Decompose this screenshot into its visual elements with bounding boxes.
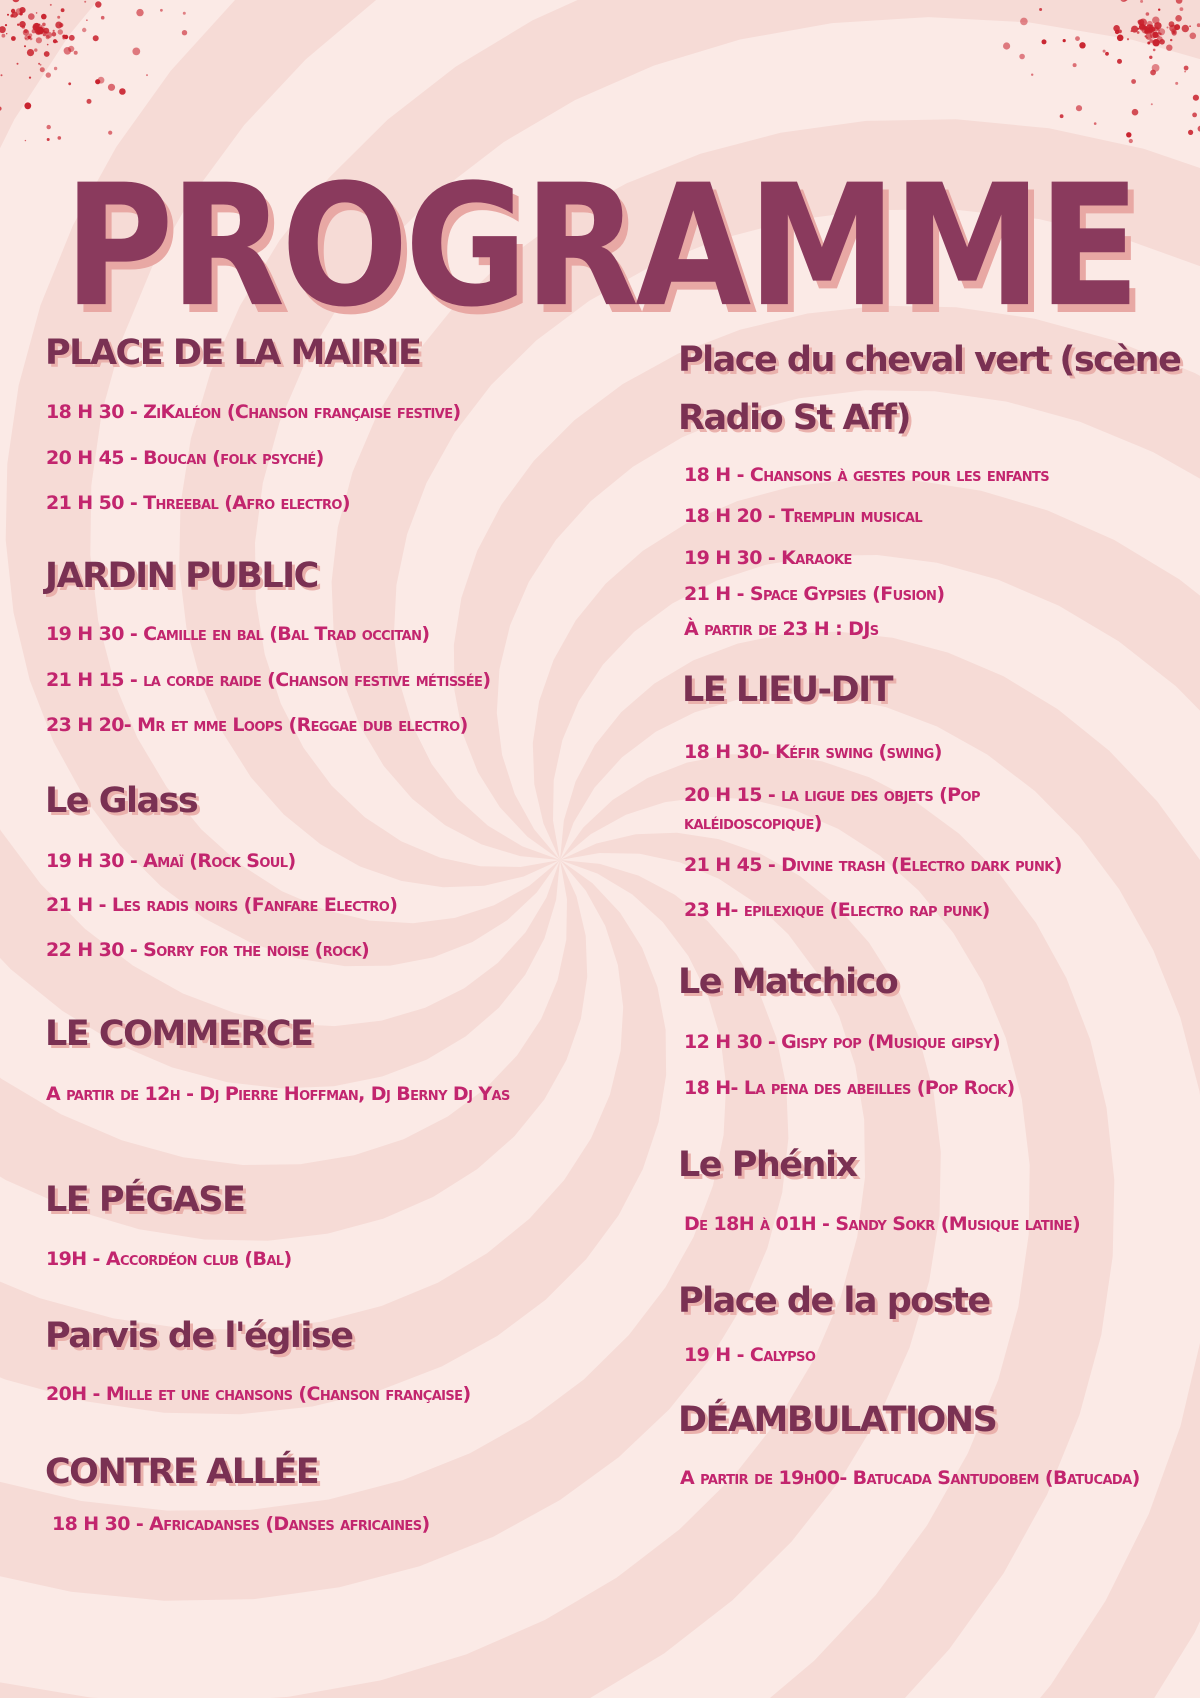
venue-heading: JARDIN PUBLIC bbox=[45, 556, 318, 596]
programme-item: 18 H - Chansons à gestes pour les enfants bbox=[684, 464, 1050, 486]
venue-heading: DÉAMBULATIONS bbox=[678, 1400, 997, 1440]
programme-item: 20H - Mille et une chansons (Chanson française) bbox=[46, 1383, 471, 1405]
programme-item: A partir de 19h00- Batucada Santudobem (Batucada) bbox=[680, 1467, 1140, 1489]
programme-item: À partir de 23 H : DJs bbox=[684, 618, 879, 640]
venue-heading: LE LIEU-DIT bbox=[682, 670, 893, 710]
programme-item: 18 H 30- Kéfir swing (swing) bbox=[684, 741, 942, 763]
venue-heading: CONTRE ALLÉE bbox=[45, 1452, 319, 1492]
programme-item: 18 H- La pena des abeilles (Pop Rock) bbox=[684, 1077, 1015, 1099]
programme-item: 21 H 15 - la corde raide (Chanson festive métissée) bbox=[46, 669, 491, 691]
programme-item: 19 H 30 - Amaï (Rock Soul) bbox=[46, 850, 296, 872]
programme-item: 21 H 45 - Divine trash (Electro dark punk) bbox=[684, 854, 1062, 876]
venue-heading: PLACE DE LA MAIRIE bbox=[45, 333, 421, 373]
programme-item: 19 H - Calypso bbox=[684, 1344, 816, 1366]
venue-heading: LE COMMERCE bbox=[45, 1014, 313, 1054]
venue-heading: LE PÉGASE bbox=[45, 1180, 245, 1220]
venue-heading: Le Phénix bbox=[678, 1145, 857, 1185]
programme-item: 20 H 15 - la ligue des objets (Pop kaléidoscopique) bbox=[684, 784, 980, 834]
programme-item: 18 H 30 - Africadanses (Danses africaines) bbox=[52, 1513, 430, 1535]
programme-item: 21 H - Les radis noirs (Fanfare Electro) bbox=[46, 894, 398, 916]
programme-item: 19H - Accordéon club (Bal) bbox=[46, 1248, 292, 1270]
programme-item: 22 H 30 - Sorry for the noise (rock) bbox=[46, 939, 370, 961]
programme-item: 19 H 30 - Camille en bal (Bal Trad occitan) bbox=[46, 623, 430, 645]
programme-item: 20 H 45 - Boucan (folk psyché) bbox=[46, 447, 324, 469]
programme-item: 21 H 50 - Threebal (Afro electro) bbox=[46, 492, 350, 514]
programme-item: De 18H à 01H - Sandy Sokr (Musique latine) bbox=[684, 1213, 1081, 1235]
programme-item: 23 H- epilexique (Electro rap punk) bbox=[684, 899, 990, 921]
venue-heading: Place de la poste bbox=[678, 1281, 990, 1321]
programme-item: 12 H 30 - Gispy pop (Musique gipsy) bbox=[684, 1031, 1001, 1053]
venue-heading: Le Glass bbox=[45, 781, 198, 821]
programme-item: 18 H 20 - Tremplin musical bbox=[684, 505, 923, 527]
poster-title: PROGRAMME bbox=[63, 149, 1137, 344]
venue-heading: Place du cheval vert (scène Radio St Aff) bbox=[678, 340, 1181, 438]
venue-heading: Le Matchico bbox=[678, 962, 898, 1002]
venue-heading: Parvis de l'église bbox=[45, 1316, 353, 1356]
programme-item: 18 H 30 - ZiKaléon (Chanson française festive) bbox=[46, 401, 461, 423]
programme-item: 23 H 20- Mr et mme Loops (Reggae dub electro) bbox=[46, 714, 468, 736]
programme-item: 21 H - Space Gypsies (Fusion) bbox=[684, 583, 945, 605]
programme-item: 19 H 30 - Karaoke bbox=[684, 547, 852, 569]
programme-item: A partir de 12h - Dj Pierre Hoffman, Dj Berny Dj Yas bbox=[46, 1083, 510, 1105]
